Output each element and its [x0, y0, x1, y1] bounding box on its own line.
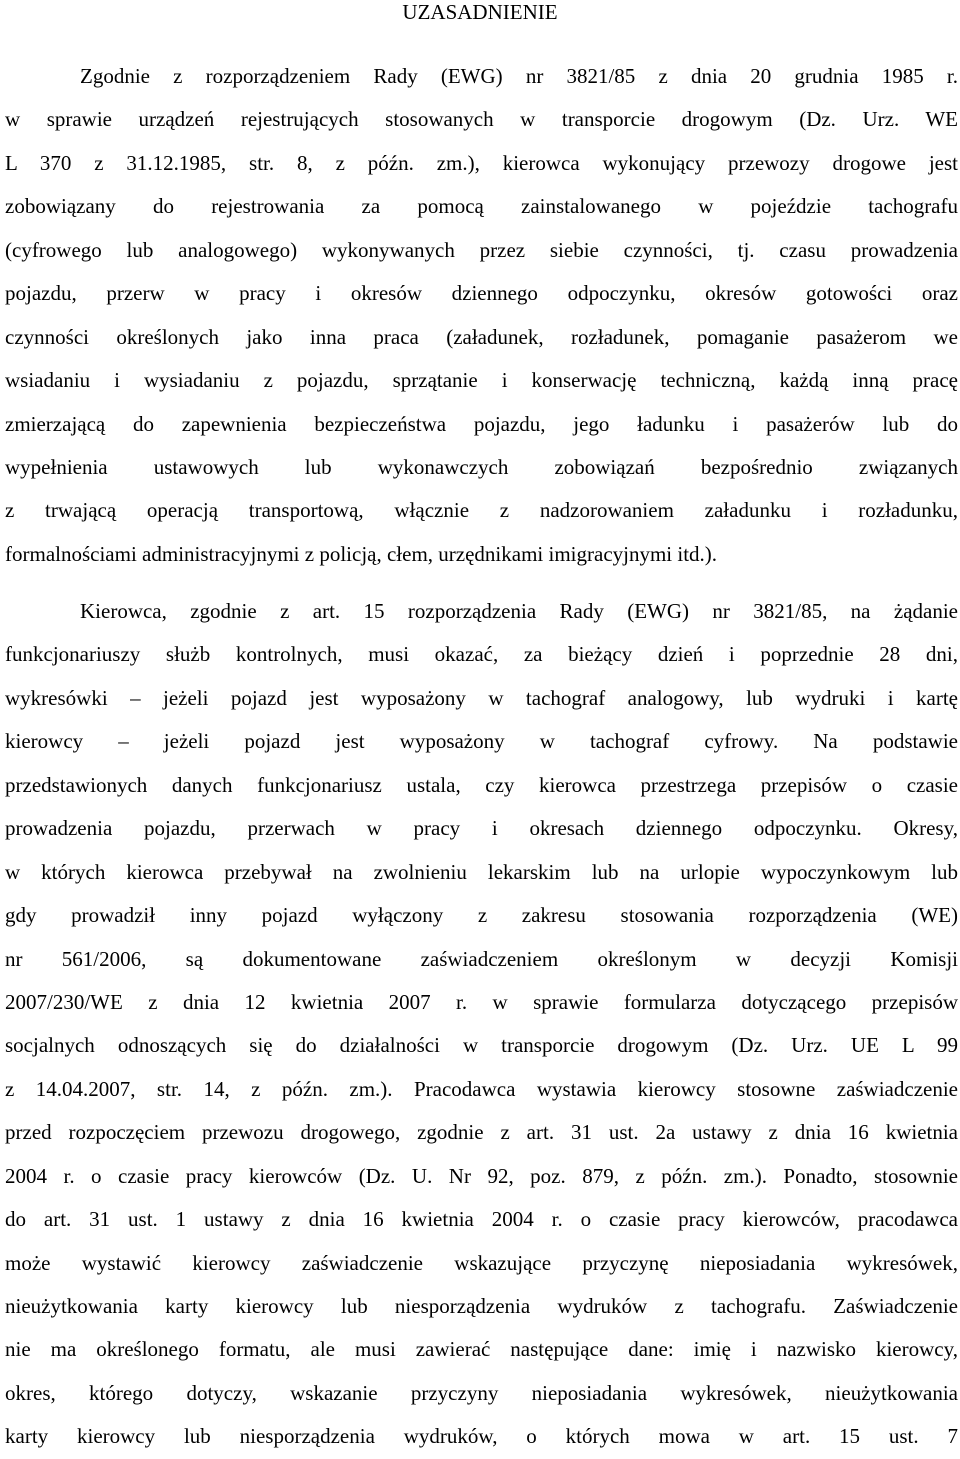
paragraph-driver-obligations	[0, 590, 960, 1459]
document-title: UZASADNIENIE	[402, 0, 558, 24]
text-line: karty kierowcy lub niesporządzenia wydruków, o których mowa w art. 15 ust. 7	[5, 1424, 958, 1449]
text-line: przedstawionych danych funkcjonariusz ustala, czy kierowca przestrzega przepisów o czasie	[5, 772, 958, 797]
text-line: z trwającą operacją transportową, włącznie z nadzorowaniem załadunku i rozładunku,	[5, 498, 958, 523]
text-line: zmierzającą do zapewnienia bezpieczeństwa pojazdu, jego ładunku i pasażerów lub do	[5, 411, 958, 436]
text-line: socjalnych odnoszących się do działalności w transporcie drogowym (Dz. Urz. UE L 99	[5, 1033, 958, 1058]
text-line: gdy prowadził inny pojazd wyłączony z zakresu stosowania rozporządzenia (WE)	[5, 903, 958, 928]
text-line: wypełnienia ustawowych lub wykonawczych zobowiązań bezpośrednio związanych	[5, 454, 958, 479]
text-line: czynności określonych jako inna praca (załadunek, rozładunek, pomaganie pasażerom we	[5, 324, 958, 349]
text-line: (cyfrowego lub analogowego) wykonywanych przez siebie czynności, tj. czasu prowadzenia	[5, 237, 958, 262]
text-line: z 14.04.2007, str. 14, z późn. zm.). Pracodawca wystawia kierowcy stosowne zaświadczenie	[5, 1076, 958, 1101]
text-line: wsiadaniu i wysiadaniu z pojazdu, sprzątanie i konserwację techniczną, każdą inną pracę	[5, 368, 958, 393]
paragraph-regulation-intro	[0, 55, 960, 576]
text-line: prowadzenia pojazdu, przerwach w pracy i okresach dziennego odpoczynku. Okresy,	[5, 816, 958, 841]
text-line: może wystawić kierowcy zaświadczenie wskazujące przyczynę nieposiadania wykresówek,	[5, 1250, 958, 1275]
text-line: w sprawie urządzeń rejestrujących stosowanych w transporcie drogowym (Dz. Urz. WE	[5, 107, 958, 132]
text-line: funkcjonariuszy służb kontrolnych, musi okazać, za bieżący dzień i poprzednie 28 dni,	[5, 642, 958, 667]
text-line: kierowcy – jeżeli pojazd jest wyposażony w tachograf cyfrowy. Na podstawie	[5, 729, 958, 754]
text-line: Kierowca, zgodnie z art. 15 rozporządzenia Rady (EWG) nr 3821/85, na żądanie	[80, 599, 958, 623]
text-line: zobowiązany do rejestrowania za pomocą zainstalowanego w pojeździe tachografu	[5, 194, 958, 219]
text-line: pojazdu, przerw w pracy i okresów dziennego odpoczynku, okresów gotowości oraz	[5, 281, 958, 306]
text-line: nieużytkowania karty kierowcy lub niesporządzenia wydruków z tachografu. Zaświadczenie	[5, 1294, 958, 1318]
text-line: do art. 31 ust. 1 ustawy z dnia 16 kwietnia 2004 r. o czasie pracy kierowców, pracodawca	[5, 1207, 958, 1232]
text-line: nr 561/2006, są dokumentowane zaświadczeniem określonym w decyzji Komisji	[5, 946, 958, 971]
text-line: w których kierowca przebywał na zwolnieniu lekarskim lub na urlopie wypoczynkowym lub	[5, 859, 958, 884]
text-line: okres, którego dotyczy, wskazanie przyczyny nieposiadania wykresówek, nieużytkowania	[5, 1380, 958, 1405]
text-line: formalnościami administracyjnymi z policją, cłem, urzędnikami imigracyjnymi itd.).	[5, 541, 718, 566]
text-line: L 370 z 31.12.1985, str. 8, z późn. zm.), kierowca wykonujący przewozy drogowe jest	[5, 150, 958, 175]
text-line: 2007/230/WE z dnia 12 kwietnia 2007 r. w sprawie formularza dotyczącego przepisów	[5, 989, 958, 1014]
text-line: nie ma określonego formatu, ale musi zawierać następujące dane: imię i nazwisko kierowcy,	[5, 1337, 958, 1362]
text-line: przed rozpoczęciem przewozu drogowego, zgodnie z art. 31 ust. 2a ustawy z dnia 16 kwietnia	[5, 1120, 958, 1145]
text-line: wykresówki – jeżeli pojazd jest wyposażony w tachograf analogowy, lub wydruki i kartę	[5, 685, 958, 710]
text-line: 2004 r. o czasie pracy kierowców (Dz. U. Nr 92, poz. 879, z późn. zm.). Ponadto, stosownie	[5, 1163, 958, 1188]
text-line: Zgodnie z rozporządzeniem Rady (EWG) nr 3821/85 z dnia 20 grudnia 1985 r.	[80, 64, 958, 88]
